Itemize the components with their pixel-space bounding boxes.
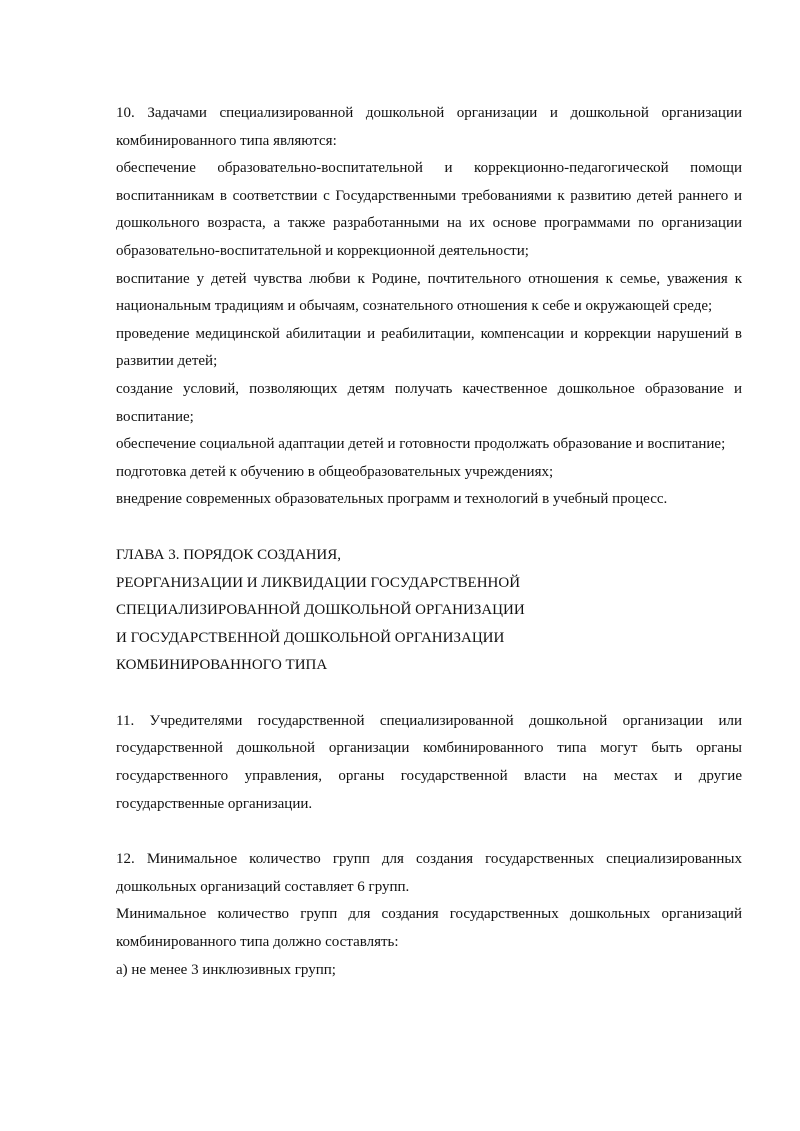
section-10-intro: 10. Задачами специализированной дошкольной организации и дошкольной организации комбинированного типа являются:: [116, 105, 742, 149]
section-10-item-6: подготовка детей к обучению в общеобразовательных учреждениях;: [116, 463, 554, 480]
chapter-heading-line: РЕОРГАНИЗАЦИИ И ЛИКВИДАЦИИ ГОСУДАРСТВЕННОЙ: [116, 574, 521, 591]
section-10-item-1: обеспечение образовательно-воспитательной и коррекционно-педагогической помощи воспитанникам в соответствии с Государственными требованиями к развитию детей раннего и дошкольного возраста, а также разработанными на их основе программами по организации образовательно-воспитательной и коррекционной деятельности;: [116, 160, 742, 259]
section-12-paragraph-2: Минимальное количество групп для создания государственных дошкольных организаций комбинированного типа должно составлять:: [116, 906, 742, 951]
section-11-paragraph: 11. Учредителями государственной специализированной дошкольной организации или государственной дошкольной организации комбинированного типа могут быть органы государственного управления, органы государственной власти на местах и другие государственные организации.: [116, 712, 742, 812]
chapter-heading-line: ГЛАВА 3. ПОРЯДОК СОЗДАНИЯ,: [116, 546, 341, 563]
section-10: [116, 100, 742, 514]
document-page: [116, 100, 742, 984]
section-12-paragraph-1: 12. Минимальное количество групп для создания государственных специализированных дошкольных организаций составляет 6 групп.: [116, 851, 742, 895]
section-12: [116, 846, 742, 984]
chapter-3-heading: [116, 542, 742, 680]
chapter-heading-line: И ГОСУДАРСТВЕННОЙ ДОШКОЛЬНОЙ ОРГАНИЗАЦИИ: [116, 629, 505, 646]
section-10-item-3: проведение медицинской абилитации и реабилитации, компенсации и коррекции нарушений в развитии детей;: [116, 325, 742, 370]
chapter-heading-line: СПЕЦИАЛИЗИРОВАННОЙ ДОШКОЛЬНОЙ ОРГАНИЗАЦИИ: [116, 602, 525, 619]
section-10-item-4: создание условий, позволяющих детям получать качественное дошкольное образование и воспитание;: [116, 380, 742, 425]
section-10-item-2: воспитание у детей чувства любви к Родине, почтительного отношения к семье, уважения к национальным традициям и обычаям, сознательного отношения к себе и окружающей среде;: [116, 270, 742, 315]
section-12-item-a: а) не менее 3 инклюзивных групп;: [116, 961, 336, 978]
section-10-item-5: обеспечение социальной адаптации детей и готовности продолжать образование и воспитание;: [116, 436, 726, 453]
section-11: [116, 708, 742, 818]
chapter-heading-line: КОМБИНИРОВАННОГО ТИПА: [116, 657, 328, 674]
section-10-item-7: внедрение современных образовательных программ и технологий в учебный процесс.: [116, 491, 668, 508]
